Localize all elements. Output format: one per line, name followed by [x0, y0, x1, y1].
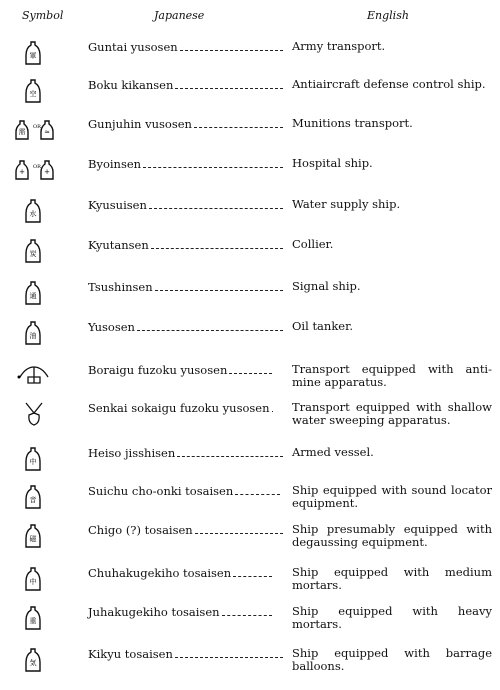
japanese-term: Kyusuisen: [88, 198, 147, 212]
japanese-term: Byoinsen: [88, 157, 142, 171]
japanese-term: Tsushinsen: [88, 280, 153, 294]
signal-ship-symbol-icon: [14, 280, 64, 308]
svg-text:炭: 炭: [29, 249, 37, 258]
leader-dots: [175, 78, 283, 89]
japanese-term: Boraigu fuzoku yusosen: [88, 363, 228, 377]
table-row: [0, 198, 500, 232]
svg-text:中: 中: [29, 457, 37, 466]
sound-locator-symbol-icon: [14, 484, 64, 512]
svg-text:気: 気: [29, 658, 37, 667]
english-term: Oil tanker.: [292, 319, 353, 333]
leader-dots: [175, 647, 283, 658]
leader-dots: [137, 320, 283, 331]
table-row: [0, 320, 500, 354]
degaussing-symbol-icon: [14, 523, 64, 551]
english-term: Ship presumably equipped with degaussing equipment.: [292, 522, 492, 549]
svg-text:+: +: [19, 167, 25, 176]
english-term: Ship equipped with sound locator equipment.: [292, 483, 492, 510]
japanese-term: Senkai sokaigu fuzoku yusosen: [88, 401, 270, 415]
english-term: Ship equipped with medium mortars.: [292, 565, 492, 592]
english-term: Munitions transport.: [292, 116, 413, 130]
svg-text:通: 通: [29, 291, 37, 300]
svg-text:OR: OR: [33, 124, 41, 130]
japanese-term: Yusosen: [88, 320, 135, 334]
antiaircraft-control-symbol-icon: [14, 78, 64, 106]
table-row: [0, 78, 500, 112]
english-term: Army transport.: [292, 39, 386, 53]
japanese-term: Heiso jisshisen: [88, 446, 176, 460]
svg-text:音: 音: [29, 495, 37, 504]
munitions-transport-symbol-icon: [14, 117, 64, 145]
water-supply-symbol-icon: [14, 198, 64, 226]
japanese-term: Suichu cho-onki tosaisen: [88, 484, 234, 498]
header-symbol: Symbol: [22, 9, 64, 22]
japanese-term: Chuhakugekiho tosaisen: [88, 566, 232, 580]
english-term: Ship equipped with heavy mortars.: [292, 604, 492, 631]
table-row: [0, 523, 500, 557]
svg-text:磁: 磁: [29, 534, 37, 543]
svg-text:+: +: [44, 167, 50, 176]
army-transport-symbol-icon: [14, 40, 64, 68]
hospital-ship-symbol-icon: [14, 157, 64, 185]
oil-tanker-symbol-icon: [14, 320, 64, 348]
japanese-term: Chigo (?) tosaisen: [88, 523, 193, 537]
leader-dots: [233, 566, 272, 577]
leader-dots: [235, 484, 280, 495]
svg-text:OR: OR: [33, 164, 41, 170]
leader-dots: [222, 605, 272, 616]
svg-text:重: 重: [29, 616, 37, 625]
table-row: [0, 566, 500, 600]
leader-dots: [177, 446, 283, 457]
english-term: Antiaircraft defense control ship.: [292, 77, 486, 91]
leader-dots: [229, 363, 272, 374]
antimine-transport-symbol-icon: [14, 363, 64, 391]
leader-dots: [143, 157, 283, 168]
table-row: [0, 363, 500, 397]
english-term: Water supply ship.: [292, 197, 401, 211]
japanese-term: Guntai yusosen: [88, 40, 178, 54]
japanese-term: Gunjuhin vusosen: [88, 117, 192, 131]
table-row: [0, 446, 500, 480]
japanese-term: Juhakugekiho tosaisen: [88, 605, 220, 619]
english-term: Armed vessel.: [292, 445, 374, 459]
svg-text:≈: ≈: [44, 127, 50, 136]
svg-text:空: 空: [29, 89, 37, 98]
svg-text:中: 中: [29, 577, 37, 586]
leader-dots: [155, 280, 283, 291]
leader-dots: [195, 523, 283, 534]
table-row: [0, 484, 500, 518]
table-row: [0, 605, 500, 639]
sweeping-transport-symbol-icon: [14, 401, 64, 429]
collier-symbol-icon: [14, 238, 64, 266]
english-term: Hospital ship.: [292, 156, 373, 170]
svg-text:需: 需: [18, 127, 26, 136]
leader-dots: [194, 117, 283, 128]
svg-text:水: 水: [29, 209, 37, 218]
english-term: Collier.: [292, 237, 334, 251]
english-term: Signal ship.: [292, 279, 361, 293]
english-term: Transport equipped with anti-mine apparatus.: [292, 362, 492, 389]
table-row: [0, 280, 500, 314]
header-japanese: Japanese: [154, 9, 205, 22]
table-row: [0, 117, 500, 151]
medium-mortar-symbol-icon: [14, 566, 64, 594]
table-row: [0, 647, 500, 681]
table-row: [0, 401, 500, 435]
header-english: English: [367, 9, 409, 22]
barrage-balloon-symbol-icon: [14, 647, 64, 675]
english-term: Ship equipped with barrage balloons.: [292, 646, 492, 673]
leader-dots: [151, 238, 283, 249]
table-row: [0, 157, 500, 191]
armed-vessel-symbol-icon: [14, 446, 64, 474]
svg-text:油: 油: [29, 331, 37, 340]
leader-dots: [180, 40, 283, 51]
leader-dots: [149, 198, 283, 209]
japanese-term: Kikyu tosaisen: [88, 647, 173, 661]
table-row: [0, 40, 500, 74]
japanese-term: Kyutansen: [88, 238, 149, 252]
heavy-mortar-symbol-icon: [14, 605, 64, 633]
svg-text:軍: 軍: [29, 51, 37, 60]
english-term: Transport equipped with shallow water sweeping apparatus.: [292, 400, 492, 427]
table-row: [0, 238, 500, 272]
japanese-term: Boku kikansen: [88, 78, 174, 92]
